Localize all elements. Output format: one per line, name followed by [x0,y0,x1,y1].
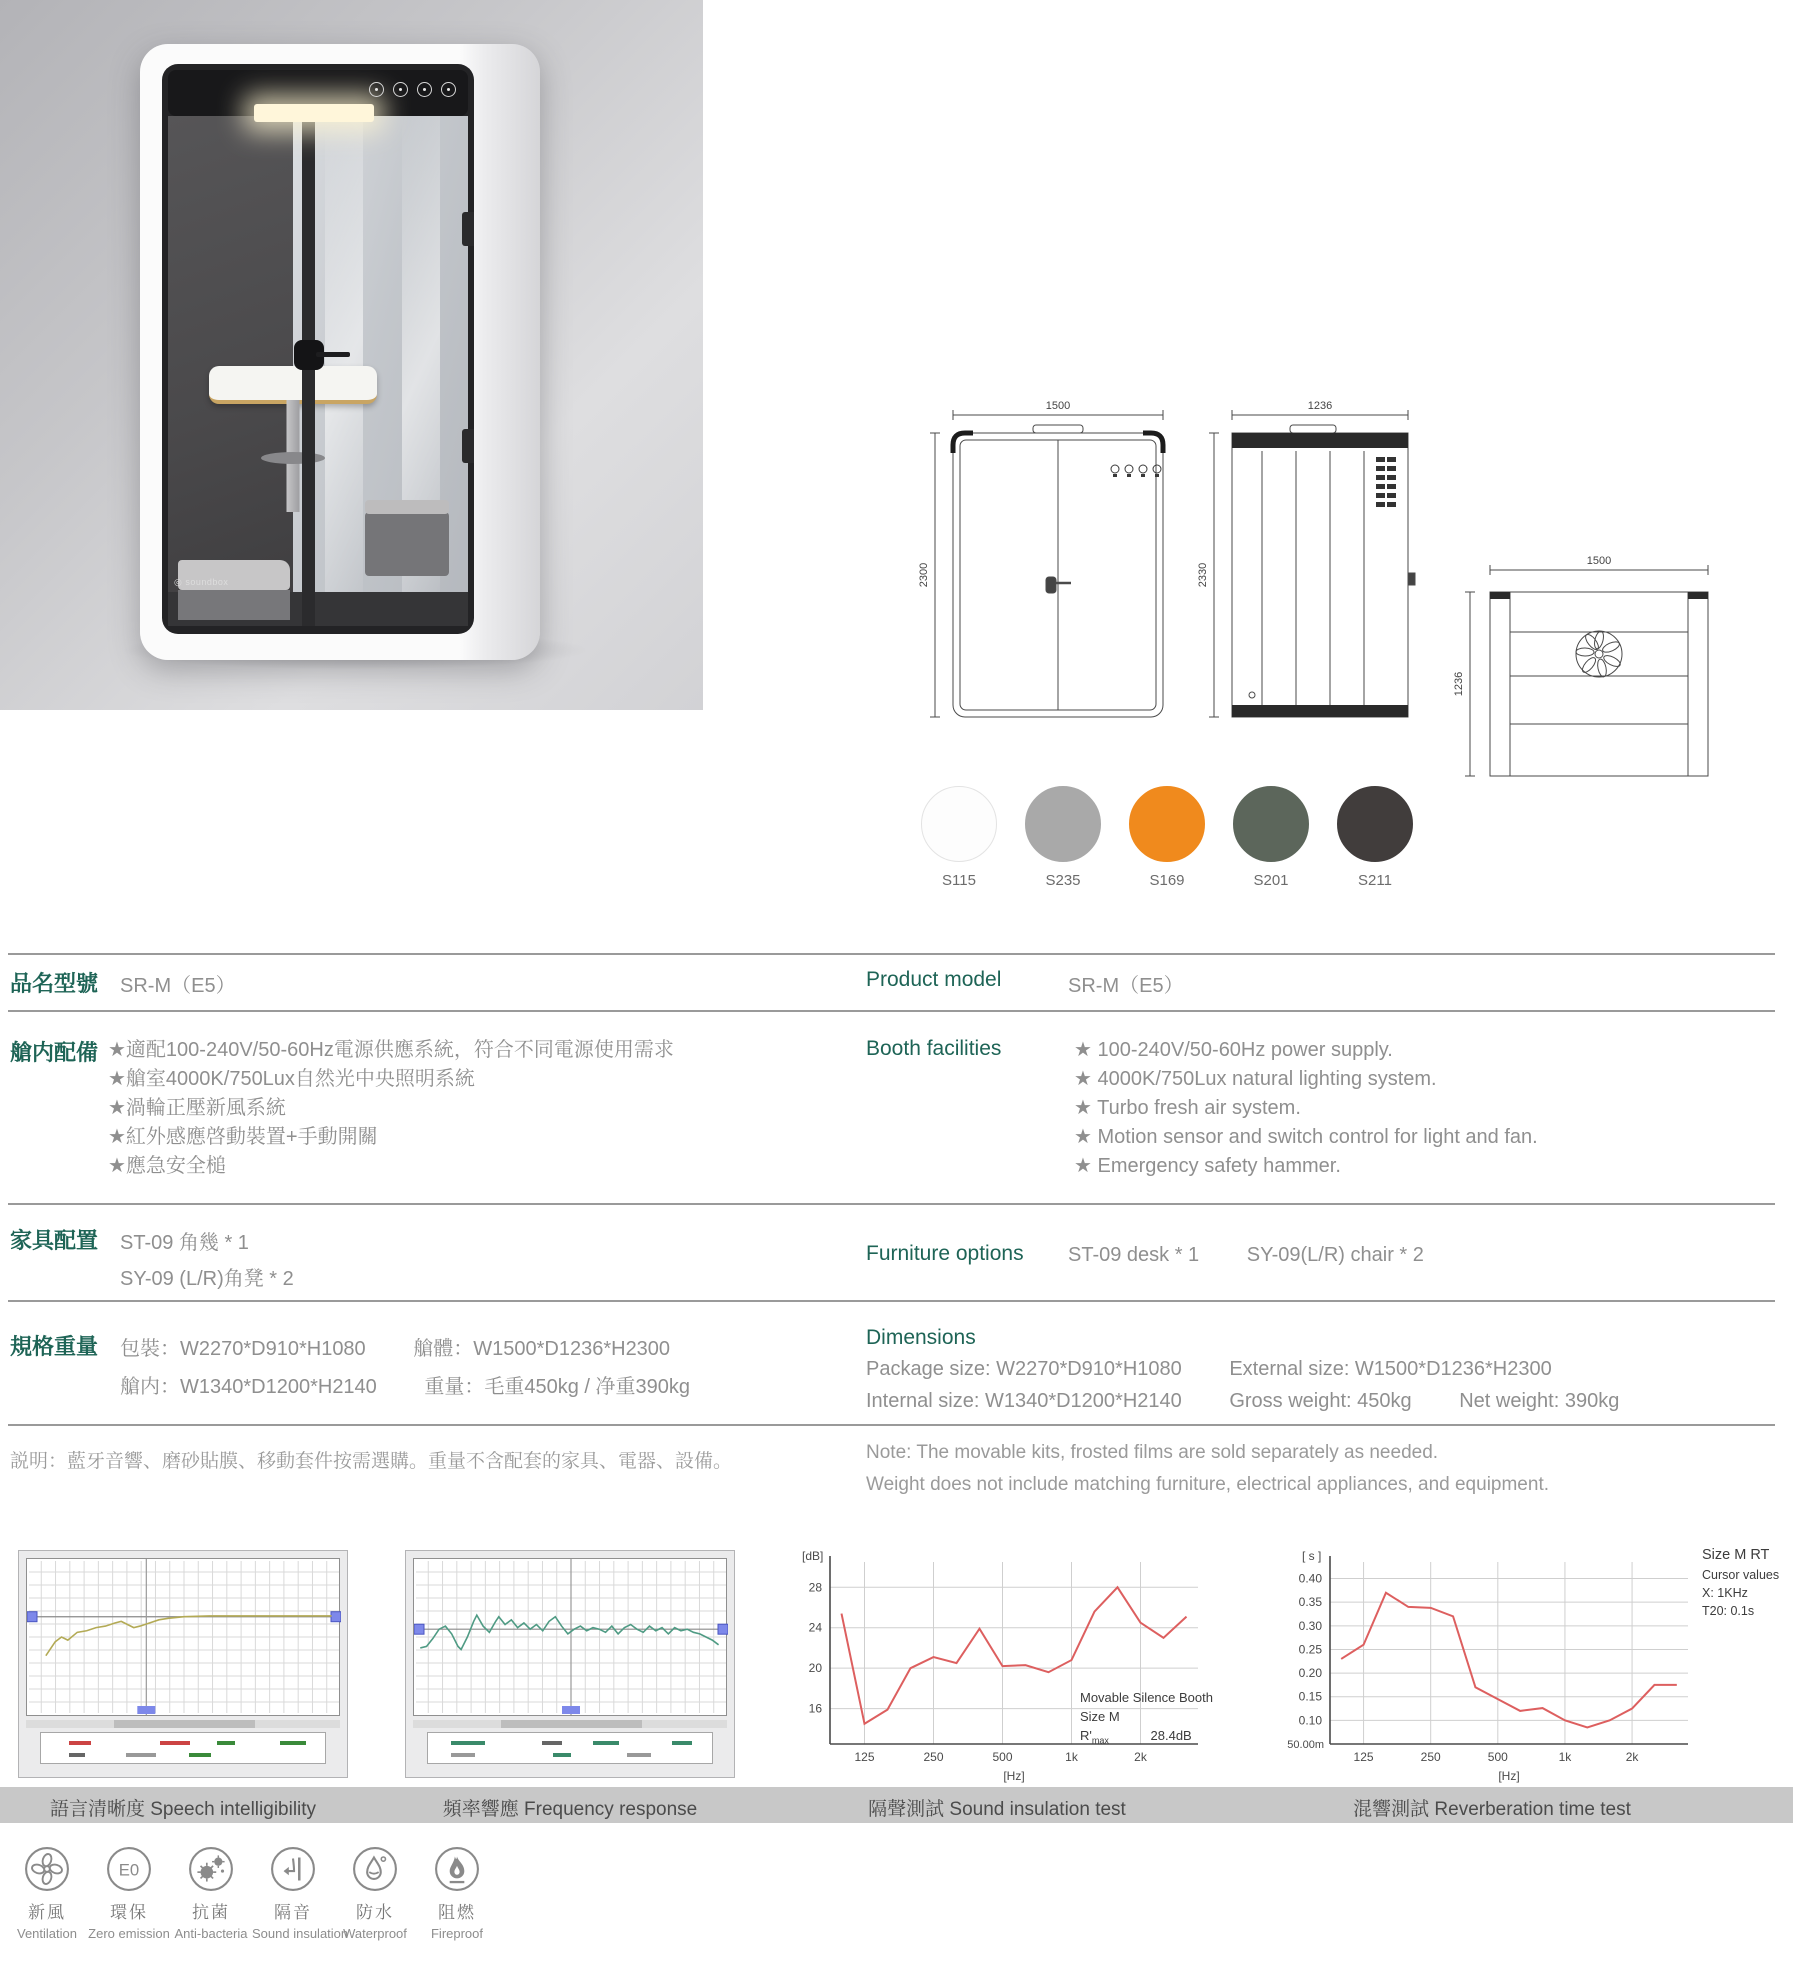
booth-hinge [462,212,474,246]
facility-item: ★渦輪正壓新風系統 [108,1097,286,1119]
facility-item: ★紅外感應啓動裝置+手動開關 [108,1126,378,1148]
badge-label-zh: 隔音 [274,1903,312,1922]
booth-brand-logo: ◎ soundbox [174,577,229,587]
divider [8,1424,1775,1426]
swatch-item [1022,786,1104,889]
booth-seat-cushion-right [365,512,449,576]
speech-intelligibility-chart [18,1550,348,1778]
feature-badges [6,1846,498,1941]
caption-insulation: 隔聲測試 Sound insulation test [868,1799,1126,1820]
legend-chip [160,1741,190,1745]
sound-insulation-annotation [1080,1688,1213,1751]
rmax-value: 28.4dB [1150,1728,1192,1743]
booth-control-header [168,70,468,116]
booth-door-frame-bar [302,116,315,626]
svg-text:E0: E0 [118,1860,140,1880]
swatch-dot [1337,786,1413,862]
legend-chip [451,1753,475,1757]
svg-text:1500: 1500 [1586,555,1612,567]
facility-item: ★應急安全槌 [108,1155,226,1177]
furniture-seg: SY-09(L/R) chair * 2 [1246,1244,1424,1266]
badge-label-en: Zero emission [88,1926,170,1941]
badge-label-en: Anti-bacteria [174,1926,248,1941]
svg-text:1k: 1k [1558,1750,1572,1764]
specs-seg: 重量：毛重450kg / 净重390kg [424,1376,691,1398]
badge-zero-emission [88,1846,170,1941]
badge-label-en: Fireproof [430,1926,484,1941]
model-label-en: Product model [866,968,1002,991]
booth-shell [140,44,540,660]
chart-legend-strip [427,1732,713,1764]
legend-chip [672,1741,692,1745]
annotation-line: Cursor values [1702,1568,1780,1582]
badge-label-en: Ventilation [17,1926,77,1941]
facility-item: ★艙室4000K/750Lux自然光中央照明系統 [108,1068,475,1090]
booth-sound-insulation-icon [369,82,384,97]
chart-scrollbar [413,1720,727,1728]
swatch-code: S115 [942,872,976,889]
fan-icon [24,1846,70,1892]
booth-control-icons [369,82,456,97]
rear-view-drawing [1440,548,1730,788]
svg-text:1500: 1500 [1045,400,1071,412]
specs-line1-en [866,1358,1594,1381]
furniture-line1-zh: ST-09 角幾 * 1 [120,1232,249,1254]
front-view-drawing [905,395,1180,725]
specs-line1-zh [120,1332,712,1361]
legend-chip [553,1753,571,1757]
badge-label-zh: 防水 [356,1903,394,1922]
divider [8,1300,1775,1302]
specs-seg: Package size: W2270*D910*H1080 [866,1358,1182,1380]
svg-text:[Hz]: [Hz] [1003,1769,1025,1783]
svg-text:1236: 1236 [1307,400,1333,412]
svg-text:0.30: 0.30 [1298,1618,1322,1633]
specs-label-en: Dimensions [866,1326,976,1349]
fireproof-icon [434,1846,480,1892]
annotation-line: T20: 0.1s [1702,1604,1755,1618]
specs-seg: External size: W1500*D1236*H2300 [1229,1358,1552,1380]
furniture-line2-zh: SY-09 (L/R)角凳 * 2 [120,1268,294,1290]
booth-ceiling-light [254,104,374,122]
e0-icon [106,1846,152,1892]
facility-item: ★ Motion sensor and switch control for light and fan. [1074,1126,1538,1148]
note-en-line2: Weight does not include matching furniture, electrical appliances, and equipment. [866,1474,1549,1495]
swatch-item [1126,786,1208,889]
facility-item: ★ Emergency safety hammer. [1074,1155,1341,1177]
rmax-label: $R'_{max}$ [1080,1728,1109,1746]
note-zh: 説明：藍牙音響、磨砂貼膜、移動套件按需選購。重量不含配套的家具、電器、設備。 [10,1451,733,1472]
swatch-item [918,786,1000,889]
color-swatches [918,786,1416,889]
chart-plot-area [413,1558,727,1716]
annotation-line: Size M [1080,1709,1120,1724]
svg-text:500: 500 [1487,1750,1508,1764]
frequency-response-chart [405,1550,735,1778]
swatch-code: S169 [1149,872,1185,889]
specs-label-zh: 規格重量 [10,1334,99,1359]
waterproof-icon [352,1846,398,1892]
svg-text:[Hz]: [Hz] [1498,1769,1520,1783]
svg-text:2k: 2k [1134,1750,1147,1764]
caption-frequency: 頻率響應 Frequency response [442,1799,698,1820]
legend-chip [451,1741,485,1745]
badge-sound-insulation [252,1846,349,1941]
swatch-item [1334,786,1416,889]
annotation-title: Size M RT [1702,1547,1770,1563]
facilities-label-en: Booth facilities [866,1037,1002,1060]
badge-label-zh: 新風 [28,1903,66,1922]
scrollbar-thumb [501,1720,642,1728]
legend-chip [280,1741,306,1745]
svg-text:0.35: 0.35 [1298,1595,1322,1610]
svg-text:250: 250 [923,1750,944,1764]
frequency-response-plot [414,1559,728,1715]
speech-intelligibility-plot [27,1559,341,1715]
legend-chip [189,1753,211,1757]
specs-line2-zh [120,1370,732,1399]
swatch-dot [1025,786,1101,862]
booth-hinge [462,429,474,463]
swatch-dot [921,786,997,862]
booth-table [209,366,377,404]
svg-text:250: 250 [1420,1750,1441,1764]
badge-label-en: Waterproof [343,1926,407,1941]
svg-text:0.10: 0.10 [1298,1713,1322,1728]
furniture-value-en [1068,1244,1466,1267]
annotation-line [1080,1726,1213,1751]
booth-inner-frame [162,64,474,634]
svg-text:125: 125 [1353,1750,1374,1764]
svg-text:28: 28 [808,1580,822,1595]
legend-chip [542,1741,562,1745]
specs-seg: 艙體：W1500*D1236*H2300 [413,1338,671,1360]
divider [8,1010,1775,1012]
booth-door-handle [294,340,324,370]
svg-text:16: 16 [808,1701,822,1716]
svg-text:[ s ]: [ s ] [1302,1549,1322,1563]
legend-chip [627,1753,651,1757]
svg-text:500: 500 [992,1750,1013,1764]
swatch-dot [1129,786,1205,862]
legend-chip [69,1741,91,1745]
model-label-zh: 品名型號 [10,971,99,996]
specs-line2-en [866,1390,1661,1413]
annotation-line: X: 1KHz [1702,1586,1748,1600]
reverberation-annotation [1702,1546,1779,1620]
swatch-item [1230,786,1312,889]
swatch-dot [1233,786,1309,862]
badge-label-zh: 阻燃 [438,1903,476,1922]
svg-text:0.15: 0.15 [1298,1689,1322,1704]
svg-text:2300: 2300 [918,562,930,588]
booth-product-photo [0,0,703,710]
legend-chip [217,1741,235,1745]
svg-text:125: 125 [854,1750,875,1764]
svg-text:2330: 2330 [1197,562,1209,588]
swatch-code: S211 [1358,872,1392,889]
svg-text:20: 20 [808,1661,822,1676]
legend-chip [69,1753,85,1757]
legend-chip [126,1753,156,1757]
svg-text:[dB]: [dB] [802,1549,824,1563]
badge-anti-bacteria [170,1846,252,1941]
booth-acoustic-panel [168,116,305,594]
furniture-seg: ST-09 desk * 1 [1068,1244,1200,1266]
booth-fan-icon [393,82,408,97]
svg-text:0.25: 0.25 [1298,1642,1322,1657]
furniture-label-zh: 家具配置 [10,1228,99,1253]
badge-label-zh: 抗菌 [192,1903,230,1922]
sound-insulation-icon [270,1846,316,1892]
swatch-code: S235 [1045,872,1081,889]
booth-light-icon [417,82,432,97]
specs-seg: 包裝：W2270*D910*H1080 [120,1338,366,1360]
side-view-drawing [1190,395,1425,725]
specs-seg: Net weight: 390kg [1459,1390,1620,1412]
chart-plot-area [26,1558,340,1716]
legend-chip [593,1741,619,1745]
svg-text:50.00m: 50.00m [1287,1739,1324,1751]
badge-waterproof [334,1846,416,1941]
badge-label-en: Sound insulation [252,1926,349,1941]
caption-reverberation: 混響測試 Reverberation time test [1353,1799,1631,1820]
badge-fireproof [416,1846,498,1941]
facilities-items-en [1074,1036,1538,1181]
furniture-label-en: Furniture options [866,1242,1024,1265]
specs-seg: Gross weight: 450kg [1229,1390,1412,1412]
model-value-zh: SR-M（E5） [120,975,236,997]
facility-item: ★ 100-240V/50-60Hz power supply. [1074,1039,1393,1061]
chart-caption-bar [0,1787,1793,1823]
svg-text:1k: 1k [1065,1750,1078,1764]
badge-ventilation [6,1846,88,1941]
note-en-line1: Note: The movable kits, frosted films are sold separately as needed. [866,1442,1439,1463]
bacteria-icon [188,1846,234,1892]
scrollbar-thumb [114,1720,255,1728]
swatch-code: S201 [1253,872,1289,889]
svg-text:0.20: 0.20 [1298,1666,1322,1681]
facilities-items-zh [108,1036,674,1181]
annotation-line: Movable Silence Booth [1080,1690,1213,1705]
divider [8,953,1775,955]
svg-text:2k: 2k [1625,1750,1639,1764]
badge-label-zh: 環保 [110,1903,148,1922]
svg-text:0.40: 0.40 [1298,1571,1322,1586]
reverberation-time-chart [1282,1546,1702,1784]
chart-legend-strip [40,1732,326,1764]
facility-item: ★ Turbo fresh air system. [1074,1097,1301,1119]
divider [8,1203,1775,1205]
specs-seg: 艙内：W1340*D1200*H2140 [120,1376,377,1398]
model-value-en: SR-M（E5） [1068,975,1184,997]
svg-text:1236: 1236 [1453,671,1465,697]
facility-item: ★適配100-240V/50-60Hz電源供應系統，符合不同電源使用需求 [108,1039,674,1061]
facility-item: ★ 4000K/750Lux natural lighting system. [1074,1068,1437,1090]
caption-speech: 語言清晰度 Speech intelligibility [49,1799,317,1820]
specs-seg: Internal size: W1340*D1200*H2140 [866,1390,1182,1412]
booth-motion-sensor-icon [441,82,456,97]
chart-scrollbar [26,1720,340,1728]
facilities-label-zh: 艙内配備 [10,1040,99,1065]
svg-text:24: 24 [808,1620,822,1635]
